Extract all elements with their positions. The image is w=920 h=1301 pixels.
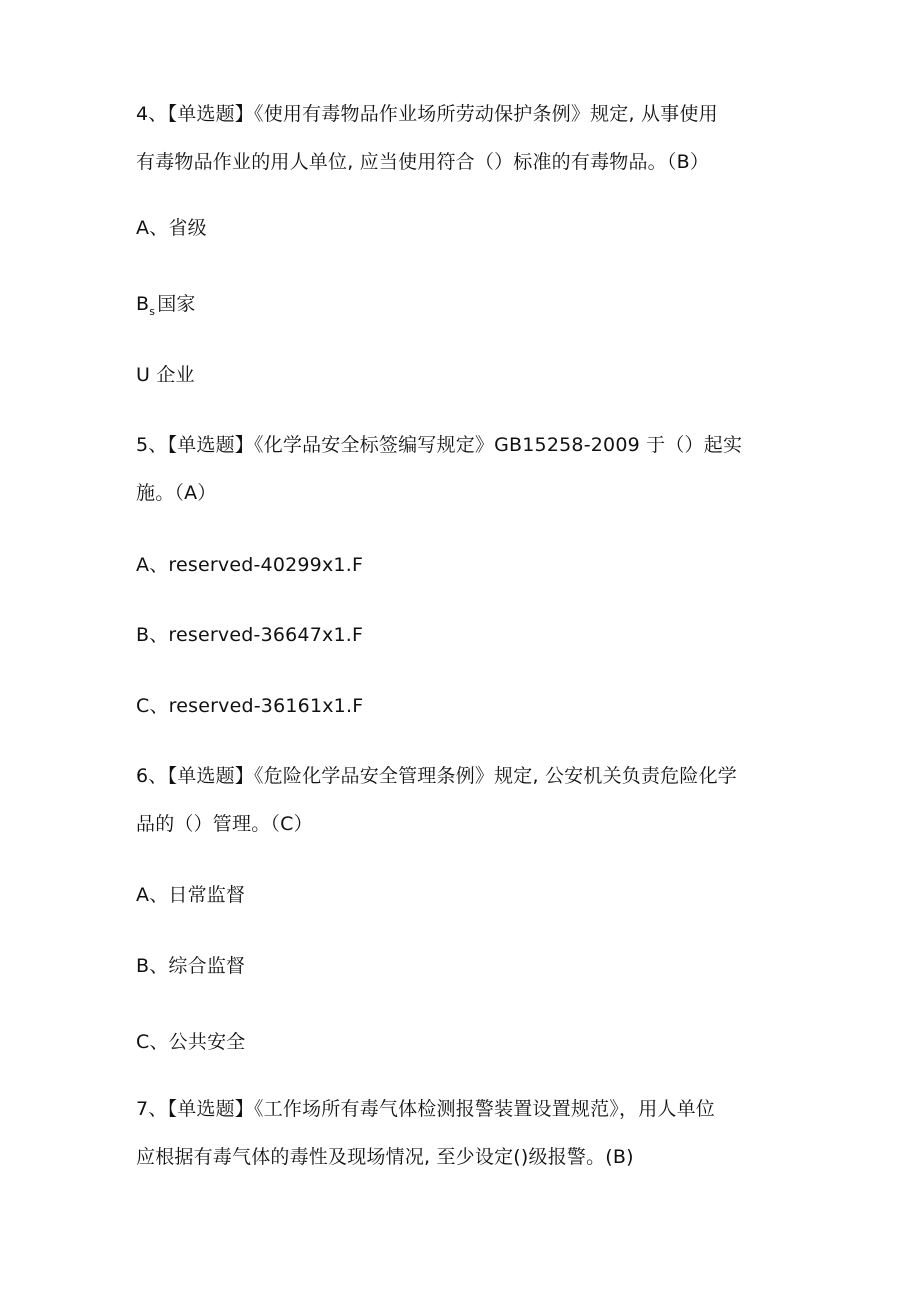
question-6-stem-line-2: 品的（）管理。（C） <box>136 813 313 835</box>
question-7-stem-line-2: 应根据有毒气体的毒性及现场情况, 至少设定()级报警。(B) <box>136 1146 634 1168</box>
option-prefix: B <box>136 293 150 315</box>
question-5-option-b: B、reserved-36647x1.F <box>136 624 364 646</box>
question-5-stem-line-1: 5、【单选题】《化学品安全标签编写规定》GB15258-2009 于（）起实 <box>136 434 743 456</box>
option-text: 国家 <box>157 293 196 315</box>
question-4-option-a: A、省级 <box>136 217 207 239</box>
question-6-option-c: C、公共安全 <box>136 1031 246 1053</box>
question-4-stem-line-2: 有毒物品作业的用人单位, 应当使用符合（）标准的有毒物品。（B） <box>136 151 710 173</box>
question-6-stem-line-1: 6、【单选题】《危险化学品安全管理条例》规定, 公安机关负责危险化学 <box>136 765 737 787</box>
question-6-option-b: B、综合监督 <box>136 955 246 977</box>
question-4-option-c: U 企业 <box>136 364 195 386</box>
question-4-option-b <box>136 292 196 319</box>
option-subscript: s <box>149 305 156 318</box>
question-5-stem-line-2: 施。（A） <box>136 482 217 504</box>
question-7-stem-line-1: 7、【单选题】《工作场所有毒气体检测报警装置设置规范》，用人单位 <box>136 1098 715 1120</box>
question-5-option-a: A、reserved-40299x1.F <box>136 554 364 576</box>
question-5-option-c: C、reserved-36161x1.F <box>136 695 364 717</box>
question-4-stem-line-1: 4、【单选题】《使用有毒物品作业场所劳动保护条例》规定, 从事使用 <box>136 103 718 125</box>
question-6-option-a: A、日常监督 <box>136 884 246 906</box>
